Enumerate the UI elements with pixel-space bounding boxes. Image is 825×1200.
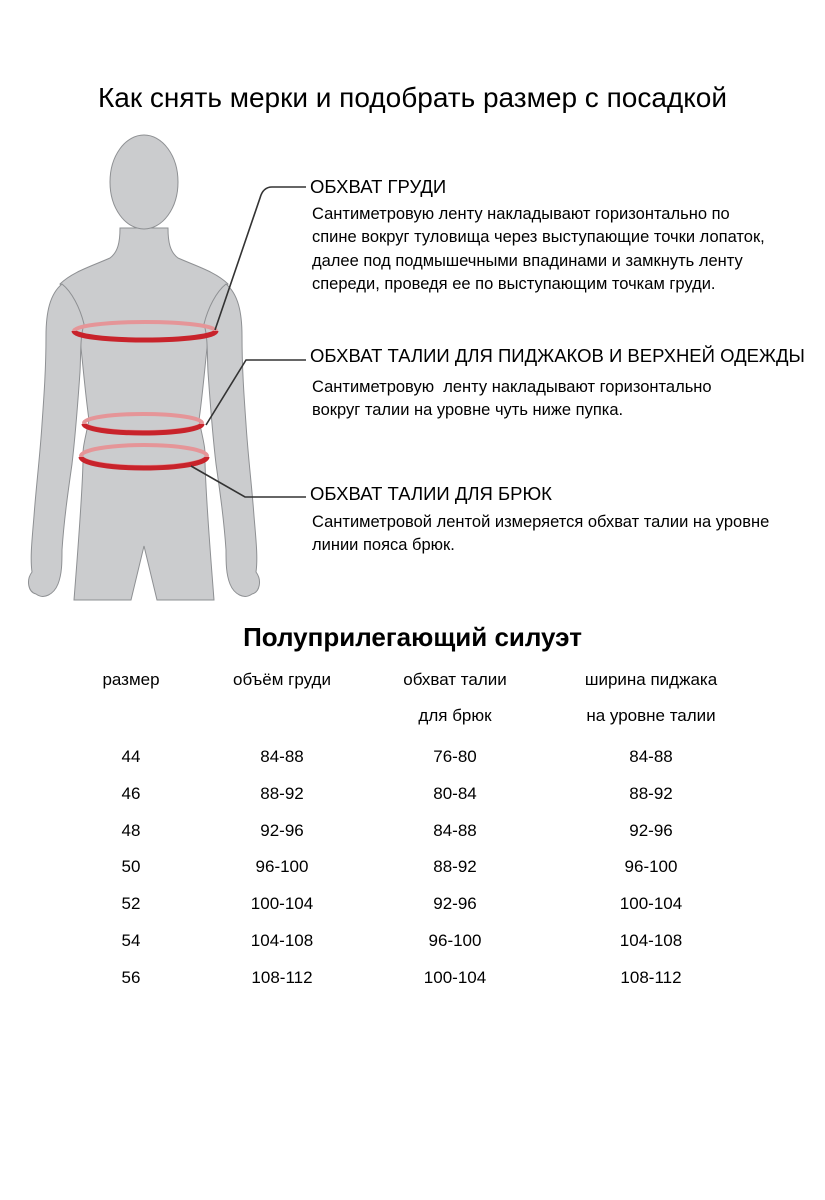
waist-cell: 80-84: [433, 783, 477, 803]
jacket-waist-section-heading: ОБХВАТ ТАЛИИ ДЛЯ ПИДЖАКОВ И ВЕРХНЕЙ ОДЕЖДЫ: [310, 345, 805, 366]
body-text-line: Сантиметровую ленту накладывают горизонтально: [312, 378, 712, 396]
page-title: Как снять мерки и подобрать размер с посадкой: [97, 82, 728, 113]
size-cell: 54: [121, 930, 141, 950]
size-cell: 52: [121, 894, 141, 913]
size-table-grid: [55, 670, 749, 1004]
header-size: размер: [102, 670, 160, 689]
male-silhouette: [29, 135, 260, 600]
waist-cell: 88-92: [433, 857, 477, 877]
size-table: [0, 610, 825, 1010]
chest-cell: 84-88: [260, 747, 304, 766]
header-waist-sub: для брюк: [418, 706, 492, 725]
chest-cell: 108-112: [251, 967, 313, 987]
jacket-width-cell: 100-104: [619, 894, 683, 913]
body-text-line: Сантиметровую ленту накладывают горизонтально по: [312, 205, 730, 223]
chest-section-heading: ОБХВАТ ГРУДИ: [310, 176, 447, 197]
size-cell: 46: [121, 783, 141, 803]
body-text-line: спине вокруг туловища через выступающие точки лопаток,: [312, 228, 765, 247]
header-chest-sub: [207, 706, 357, 747]
jacket-width-cell: 92-96: [629, 820, 673, 840]
chest-cell: 104-108: [250, 930, 314, 950]
jacket-width-cell: 88-92: [629, 783, 673, 803]
body-text-line: Сантиметровой лентой измеряется обхват талии на уровне: [312, 513, 770, 531]
chest-cell: 92-96: [260, 820, 304, 840]
chest-cell: 88-92: [260, 783, 304, 803]
size-cell: 44: [121, 747, 141, 766]
header-jacket-width: ширина пиджака: [584, 670, 718, 689]
body-text-line: вокруг талии на уровне чуть ниже пупка.: [312, 400, 624, 419]
jacket-waist-section-body: [312, 376, 712, 421]
waist-cell: 100-104: [423, 967, 487, 987]
body-text-line: спереди, проведя ее по выступающим точкам груди.: [312, 274, 716, 293]
waist-cell: 92-96: [433, 894, 477, 913]
jacket-width-cell: 108-112: [620, 967, 682, 987]
header-waist: обхват талии: [403, 670, 507, 689]
right-arm-shape: [204, 284, 259, 596]
trouser-waist-section-body: [312, 511, 769, 556]
waist-cell: 76-80: [433, 747, 477, 766]
chest-cell: 96-100: [255, 857, 309, 877]
jacket-width-cell: 84-88: [629, 747, 673, 766]
header-jacket-width-sub: на уровне талии: [586, 706, 716, 725]
header-chest: объём груди: [233, 670, 331, 689]
chest-section-body: [312, 203, 765, 296]
waist-cell: 96-100: [428, 930, 482, 950]
body-text-line: линии пояса брюк.: [312, 535, 455, 554]
body-text-line: далее под подмышечными впадинами и замкнуть ленту: [312, 251, 743, 270]
header-size-sub: [55, 706, 207, 747]
table-title: Полуприлегающий силуэт: [243, 622, 582, 652]
jacket-width-cell: 96-100: [624, 857, 678, 877]
chest-cell: 100-104: [250, 894, 314, 913]
jacket-width-cell: 104-108: [619, 930, 683, 950]
size-cell: 48: [121, 820, 141, 840]
head-shape: [110, 135, 178, 229]
trouser-waist-section-heading: ОБХВАТ ТАЛИИ ДЛЯ БРЮК: [310, 483, 552, 504]
size-cell: 50: [121, 857, 141, 877]
waist-cell: 84-88: [433, 820, 477, 840]
size-cell: 56: [121, 967, 141, 987]
